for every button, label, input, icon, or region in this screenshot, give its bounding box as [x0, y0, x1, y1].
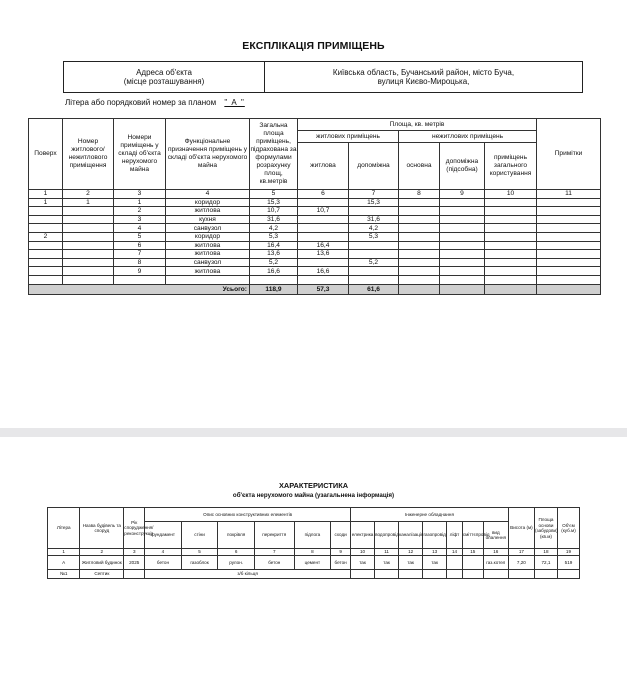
cell-floor	[29, 224, 63, 233]
col-number: 9	[440, 190, 485, 199]
col-number: 10	[485, 190, 537, 199]
char-header-name: Назва будівель та споруд	[80, 508, 124, 549]
char-header-gas: газопровід	[423, 522, 447, 549]
cell-aux-utility-area	[440, 224, 485, 233]
char-a-height: 7,20	[508, 556, 534, 570]
address-box	[63, 61, 583, 93]
char-col-number: 9	[331, 549, 351, 556]
cell-main-area	[399, 232, 440, 241]
col-number: 1	[29, 190, 63, 199]
cell-main-area	[399, 198, 440, 207]
header-nonresidential: нежитлових приміщень	[399, 131, 537, 143]
explication-title: ЕКСПЛІКАЦІЯ ПРИМІЩЕНЬ	[242, 40, 385, 52]
cell-aux-area	[349, 250, 399, 259]
cell-unit	[63, 232, 114, 241]
cell-purpose: коридор	[166, 232, 250, 241]
char-row-a	[48, 556, 580, 570]
cell-floor	[29, 207, 63, 216]
cell-purpose: коридор	[166, 198, 250, 207]
litera-label: Літера або порядковий номер за планом	[65, 98, 217, 107]
cell-common-area	[485, 241, 537, 250]
explication-row	[29, 241, 601, 250]
cell-total-area: 16,4	[250, 241, 298, 250]
char-col-number: 16	[483, 549, 508, 556]
char-col-number: 5	[181, 549, 218, 556]
char-header-garbage: сміттєпровід	[462, 522, 483, 549]
cell-room: 5	[114, 232, 166, 241]
char-a-garbage	[462, 556, 483, 570]
blank-row	[29, 275, 601, 284]
char-a-volume: 519	[557, 556, 579, 570]
explication-row	[29, 207, 601, 216]
cell-total-area: 10,7	[250, 207, 298, 216]
col-number: 7	[349, 190, 399, 199]
total-aux: 61,6	[349, 284, 399, 294]
char-col-number: 17	[508, 549, 534, 556]
header-aux-utility: допоміжна (підсобна)	[440, 143, 485, 190]
total-row	[29, 284, 601, 294]
cell-main-area	[399, 258, 440, 267]
cell-total-area: 15,3	[250, 198, 298, 207]
cell-notes	[537, 207, 601, 216]
cell-total-area: 31,6	[250, 215, 298, 224]
cell-living-area: 13,6	[298, 250, 349, 259]
cell-notes	[537, 198, 601, 207]
header-row-1	[29, 119, 601, 131]
header-main: основна	[399, 143, 440, 190]
char-header-heating: вид опалення	[483, 522, 508, 549]
explication-row	[29, 232, 601, 241]
char-a-stairs: бетон	[331, 556, 351, 570]
cell-aux-area	[349, 207, 399, 216]
cell-purpose: житлова	[166, 241, 250, 250]
col-number: 4	[166, 190, 250, 199]
cell-notes	[537, 241, 601, 250]
col-number: 3	[114, 190, 166, 199]
address-value	[265, 62, 582, 92]
char-a-walls: газоблок	[181, 556, 218, 570]
char-header-engineering: Інженерне обладнання	[351, 508, 509, 522]
header-unit-no: Номер житлового/ нежитлового приміщення	[63, 119, 114, 190]
cell-common-area	[485, 215, 537, 224]
header-total-area: Загальна площа приміщень, підрахована за формулами розрахунку площ, кв.метрів	[250, 119, 298, 190]
char-header-height: Висота (м)	[508, 508, 534, 549]
char-a-electricity: так	[351, 556, 375, 570]
cell-total-area: 5,3	[250, 232, 298, 241]
total-label: Усього:	[29, 284, 250, 294]
char-a-floors: бетон	[254, 556, 294, 570]
char-column-number-row	[48, 549, 580, 556]
cell-total-area: 13,6	[250, 250, 298, 259]
cell-living-area	[298, 198, 349, 207]
cell-common-area	[485, 232, 537, 241]
char-b-litera: №1	[48, 570, 80, 579]
col-number: 6	[298, 190, 349, 199]
char-header-water: водопровід	[375, 522, 399, 549]
cell-common-area	[485, 258, 537, 267]
char-header-row-1	[48, 508, 580, 522]
cell-room: 3	[114, 215, 166, 224]
cell-aux-area: 5,3	[349, 232, 399, 241]
cell-main-area	[399, 241, 440, 250]
char-col-number: 7	[254, 549, 294, 556]
cell-room: 2	[114, 207, 166, 216]
cell-aux-utility-area	[440, 232, 485, 241]
header-purpose: Функціональне призначення приміщень у складі об'єкта нерухомого майна	[166, 119, 250, 190]
char-col-number: 4	[145, 549, 182, 556]
header-auxiliary: допоміжна	[349, 143, 399, 190]
header-residential: житлових приміщень	[298, 131, 399, 143]
char-col-number: 2	[80, 549, 124, 556]
cell-common-area	[485, 224, 537, 233]
cell-living-area: 16,4	[298, 241, 349, 250]
explication-table	[28, 118, 601, 295]
cell-aux-area: 4,2	[349, 224, 399, 233]
cell-floor	[29, 267, 63, 276]
char-col-number: 10	[351, 549, 375, 556]
column-number-row	[29, 190, 601, 199]
cell-room: 9	[114, 267, 166, 276]
char-a-water: так	[375, 556, 399, 570]
cell-room: 6	[114, 241, 166, 250]
char-header-sewage: каналізація	[399, 522, 423, 549]
cell-notes	[537, 224, 601, 233]
cell-unit	[63, 267, 114, 276]
cell-room: 8	[114, 258, 166, 267]
char-b-name: Септик	[80, 570, 124, 579]
char-header-electricity: електрика	[351, 522, 375, 549]
char-col-number: 15	[462, 549, 483, 556]
header-living: житлова	[298, 143, 349, 190]
char-row-b	[48, 570, 580, 579]
char-header-base-area: Площа основи (забудови) (кв.м)	[534, 508, 557, 549]
cell-floor: 2	[29, 232, 63, 241]
cell-unit	[63, 241, 114, 250]
char-col-number: 8	[294, 549, 331, 556]
cell-aux-area: 31,6	[349, 215, 399, 224]
explication-row	[29, 215, 601, 224]
total-living: 57,3	[298, 284, 349, 294]
char-header-lift: ліфт	[447, 522, 463, 549]
cell-aux-utility-area	[440, 207, 485, 216]
litera-line	[65, 98, 245, 107]
page-divider	[0, 428, 627, 437]
char-a-gas: так	[423, 556, 447, 570]
cell-notes	[537, 215, 601, 224]
cell-aux-utility-area	[440, 258, 485, 267]
char-col-number: 19	[557, 549, 579, 556]
cell-purpose: житлова	[166, 267, 250, 276]
cell-purpose: кухня	[166, 215, 250, 224]
address-value-line1: Київська область, Бучанський район, місто Буча,	[332, 68, 515, 77]
address-value-line2: вулиця Києво-Мироцька,	[377, 77, 470, 86]
cell-floor	[29, 241, 63, 250]
cell-aux-utility-area	[440, 241, 485, 250]
cell-purpose: житлова	[166, 250, 250, 259]
char-header-walls: стіни	[181, 522, 218, 549]
char-header-stairs: сходи	[331, 522, 351, 549]
header-room-no: Номери приміщень у складі об'єкта нерухомого майна	[114, 119, 166, 190]
cell-common-area	[485, 250, 537, 259]
cell-floor	[29, 258, 63, 267]
cell-room: 4	[114, 224, 166, 233]
char-col-number: 6	[218, 549, 255, 556]
cell-common-area	[485, 207, 537, 216]
cell-aux-area: 5,2	[349, 258, 399, 267]
char-col-number: 18	[534, 549, 557, 556]
char-header-litera: Літера	[48, 508, 80, 549]
char-header-foundation: фундамент	[145, 522, 182, 549]
address-label-line2: (місце розташування)	[123, 77, 205, 86]
char-a-name: Житловий будинок	[80, 556, 124, 570]
cell-living-area	[298, 232, 349, 241]
cell-aux-utility-area	[440, 250, 485, 259]
cell-total-area: 16,6	[250, 267, 298, 276]
char-a-flooring: цемент	[294, 556, 331, 570]
cell-main-area	[399, 215, 440, 224]
char-b-material: з/б кільця	[145, 570, 351, 579]
char-a-foundation: бетон	[145, 556, 182, 570]
cell-main-area	[399, 224, 440, 233]
char-a-litera: А	[48, 556, 80, 570]
cell-aux-area	[349, 267, 399, 276]
litera-value: " А "	[224, 98, 245, 107]
cell-room: 1	[114, 198, 166, 207]
cell-unit	[63, 250, 114, 259]
cell-living-area: 16,6	[298, 267, 349, 276]
cell-aux-utility-area	[440, 198, 485, 207]
cell-main-area	[399, 250, 440, 259]
char-a-base-area: 72,1	[534, 556, 557, 570]
col-number: 2	[63, 190, 114, 199]
char-col-number: 11	[375, 549, 399, 556]
char-col-number: 3	[124, 549, 145, 556]
cell-unit	[63, 207, 114, 216]
cell-unit	[63, 224, 114, 233]
cell-aux-utility-area	[440, 215, 485, 224]
header-notes: Примітки	[537, 119, 601, 190]
explication-row	[29, 250, 601, 259]
col-number: 5	[250, 190, 298, 199]
char-header-structural: Опис основних конструктивних елементів	[145, 508, 351, 522]
cell-purpose: санвузол	[166, 224, 250, 233]
cell-floor	[29, 215, 63, 224]
explication-row	[29, 198, 601, 207]
cell-aux-area: 15,3	[349, 198, 399, 207]
explication-row	[29, 267, 601, 276]
address-label	[64, 62, 265, 92]
characteristics-table	[47, 507, 580, 579]
cell-main-area	[399, 207, 440, 216]
cell-notes	[537, 267, 601, 276]
header-area-group: Площа, кв. метрів	[298, 119, 537, 131]
characteristics-title: ХАРАКТЕРИСТИКА	[278, 481, 349, 490]
cell-room: 7	[114, 250, 166, 259]
char-a-lift	[447, 556, 463, 570]
cell-notes	[537, 250, 601, 259]
cell-total-area: 5,2	[250, 258, 298, 267]
cell-floor	[29, 250, 63, 259]
cell-common-area	[485, 267, 537, 276]
cell-main-area	[399, 267, 440, 276]
char-header-roof: покрівля	[218, 522, 255, 549]
cell-living-area	[298, 215, 349, 224]
header-common-use: приміщень загального користування	[485, 143, 537, 190]
char-a-heating: газ.котел	[483, 556, 508, 570]
char-col-number: 14	[447, 549, 463, 556]
cell-total-area: 4,2	[250, 224, 298, 233]
cell-purpose: санвузол	[166, 258, 250, 267]
cell-aux-area	[349, 241, 399, 250]
cell-floor: 1	[29, 198, 63, 207]
total-area: 118,9	[250, 284, 298, 294]
address-label-line1: Адреса об'єкта	[136, 68, 192, 77]
col-number: 11	[537, 190, 601, 199]
char-a-year: 2025	[124, 556, 145, 570]
explication-row	[29, 224, 601, 233]
char-header-volume: Об'єм (куб.м)	[557, 508, 579, 549]
col-number: 8	[399, 190, 440, 199]
char-a-roof: рулон.	[218, 556, 255, 570]
explication-row	[29, 258, 601, 267]
char-a-sewage: так	[399, 556, 423, 570]
cell-common-area	[485, 198, 537, 207]
explication-rows	[29, 198, 601, 275]
char-header-year: Рік спорудження/ реконструкції	[124, 508, 145, 549]
cell-notes	[537, 232, 601, 241]
header-floor: Поверх	[29, 119, 63, 190]
cell-notes	[537, 258, 601, 267]
cell-purpose: житлова	[166, 207, 250, 216]
char-col-number: 12	[399, 549, 423, 556]
cell-unit	[63, 215, 114, 224]
cell-aux-utility-area	[440, 267, 485, 276]
char-header-floors: перекриття	[254, 522, 294, 549]
cell-living-area: 10,7	[298, 207, 349, 216]
char-col-number: 1	[48, 549, 80, 556]
cell-unit	[63, 258, 114, 267]
char-header-flooring: підлога	[294, 522, 331, 549]
cell-living-area	[298, 224, 349, 233]
cell-living-area	[298, 258, 349, 267]
characteristics-subtitle: об'єкта нерухомого майна (узагальнена інформація)	[232, 492, 395, 499]
cell-unit: 1	[63, 198, 114, 207]
char-col-number: 13	[423, 549, 447, 556]
